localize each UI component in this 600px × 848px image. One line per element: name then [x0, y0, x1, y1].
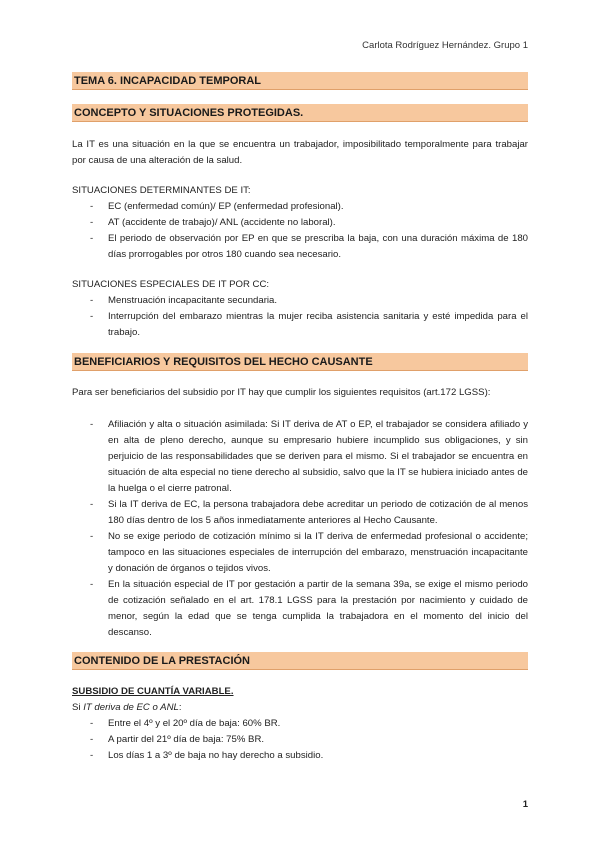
section-heading-tema: TEMA 6. INCAPACIDAD TEMPORAL: [72, 72, 528, 90]
list-item: - Interrupción del embarazo mientras la mujer reciba asistencia sanitaria y esté impedida para el trabajo.: [90, 311, 528, 338]
list-item: - Si la IT deriva de EC, la persona trabajadora debe acreditar un periodo de cotización de al menos 180 días dentro de los 5 años inmediatamente anteriores al Hecho Causante.: [90, 499, 528, 526]
section-heading-concepto: CONCEPTO Y SITUACIONES PROTEGIDAS.: [72, 104, 528, 122]
subsidio-list: [72, 716, 528, 764]
page-number: 1: [522, 799, 528, 810]
list-item: - Afiliación y alta o situación asimilada: Si IT deriva de AT o EP, el trabajador se considera afiliado y en alta de pleno derecho, aunque su empresario hubiere incumplido sus obligaciones, y sin perjuicio de las responsabilidades que se deriven para el mismo. Si el trabajador se encuentra en situación de alta especial no tiene derecho al subsidio, salvo que la IT se hubiera iniciado antes de la huelga o el cierre patronal.: [90, 419, 528, 494]
condition-line: Si IT deriva de EC o ANL:: [72, 702, 182, 713]
list-item: - No se exige periodo de cotización mínimo si la IT deriva de enfermedad profesional o accidente; tampoco en las situaciones especiales de interrupción del embarazo, menstruación incapacitante y donación de órganos o tejidos vivos.: [90, 531, 528, 574]
list-item: - En la situación especial de IT por gestación a partir de la semana 39a, se exige el mismo periodo de cotización señalado en el art. 178.1 LGSS para la prestación por nacimiento y cuidado de menor, según la edad que se tenga cumplida la trabajadora en el momento del inicio del descanso.: [90, 579, 528, 638]
list-item: - EC (enfermedad común)/ EP (enfermedad profesional).: [90, 201, 344, 212]
header-author: Carlota Rodríguez Hernández. Grupo 1: [362, 40, 528, 51]
requisitos-list: [72, 417, 528, 641]
determinantes-list: [72, 199, 528, 263]
section-heading-contenido: CONTENIDO DE LA PRESTACIÓN: [72, 652, 528, 670]
list-item: - Los días 1 a 3º de baja no hay derecho a subsidio.: [90, 750, 324, 761]
concepto-intro: La IT es una situación en la que se encuentra un trabajador, imposibilitado temporalmente para trabajar por causa de una alteración de la salud.: [72, 139, 528, 166]
beneficiarios-intro: Para ser beneficiarios del subsidio por IT hay que cumplir los siguientes requisitos (art.172 LGSS):: [72, 387, 491, 398]
list-item: - Entre el 4º y el 20º día de baja: 60% BR.: [90, 718, 281, 729]
especiales-label: SITUACIONES ESPECIALES DE IT POR CC:: [72, 279, 270, 290]
determinantes-label: SITUACIONES DETERMINANTES DE IT:: [72, 185, 251, 196]
list-item: - Menstruación incapacitante secundaria.: [90, 295, 278, 306]
list-item: - AT (accidente de trabajo)/ ANL (accidente no laboral).: [90, 217, 336, 228]
list-item: - El periodo de observación por EP en que se prescriba la baja, con una duración máxima de 180 días prorrogables por otros 180 cuando sea necesario.: [90, 233, 528, 260]
subsidio-subtitle: SUBSIDIO DE CUANTÍA VARIABLE.: [72, 686, 234, 697]
list-item: - A partir del 21º día de baja: 75% BR.: [90, 734, 265, 745]
especiales-list: [72, 293, 528, 341]
section-heading-beneficiarios: BENEFICIARIOS Y REQUISITOS DEL HECHO CAUSANTE: [72, 353, 528, 371]
